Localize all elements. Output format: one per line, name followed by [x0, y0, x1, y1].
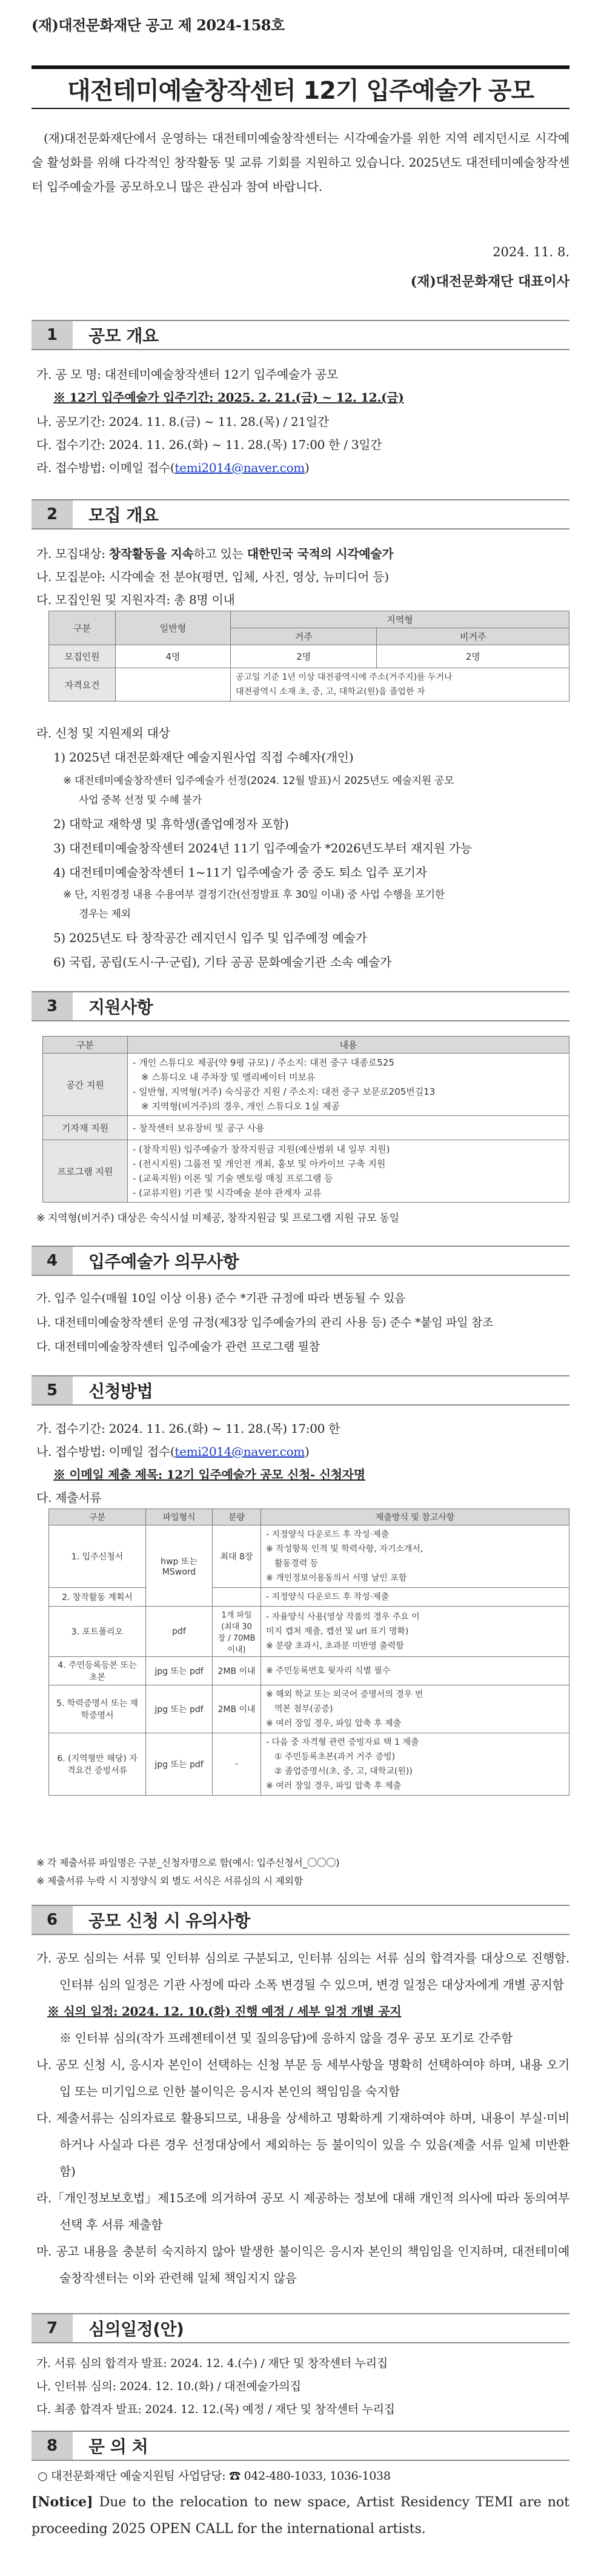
th-notes: 제출방식 및 참고사항	[261, 1509, 569, 1525]
s6-item: 라.「개인정보보호법」제15조에 의거하여 공모 시 제공하는 정보에 대해 개인적 의사에 따라 동의여부 선택 후 서류 제출함	[36, 2191, 569, 2232]
exclusion-note: 경우는 제외	[79, 908, 131, 920]
qualification-line: 공고일 기준 1년 이상 대전광역시에 주소(거주지)를 두거나	[236, 672, 453, 682]
section-number: 2	[32, 500, 73, 528]
doc-format: hwp 또는 MSword	[146, 1525, 213, 1607]
th-nonresident: 비거주	[377, 628, 569, 645]
doc-format: jpg 또는 pdf	[146, 1733, 213, 1796]
doc-notes	[261, 1685, 569, 1733]
equipment-support-cell: - 창작센터 보유장비 및 공구 사용	[128, 1116, 569, 1140]
doc-format: jpg 또는 pdf	[146, 1685, 213, 1733]
exclusion-note: ※ 대전테미예술창작센터 입주예술가 선정(2024. 12월 발표)시 2025년도 예술지원 공모	[63, 775, 454, 787]
support-line: - (교육지원) 이론 및 기술 멘토링 매칭 프로그램 등	[133, 1173, 333, 1184]
support-line: - (교류지원) 기관 및 시각예술 분야 관계자 교류	[133, 1187, 322, 1198]
issuer: (재)대전문화재단 대표이사	[410, 274, 569, 290]
s6-item: 나. 공모 신청 시, 응시자 본인이 선택하는 신청 부문 등 세부사항을 명확히 선택하여야 하며, 내용 오기입 또는 미기입으로 인한 불이익은 응시자 본인의 책임임을 숙지함	[36, 2057, 569, 2099]
schedule-item: 다. 최종 합격자 발표: 2024. 12. 12.(목) 예정 / 재단 및 창작센터 누리집	[36, 2403, 395, 2416]
s2-count: 다. 모집인원 및 지원자격: 총 8명 이내	[36, 593, 235, 607]
schedule-item: 나. 인터뷰 심의: 2024. 12. 10.(화) / 대전예술가의집	[36, 2380, 301, 2393]
s1-method-close: )	[304, 460, 310, 475]
doc-kind: 2. 창작활동 계획서	[49, 1588, 146, 1607]
section-number: 1	[32, 321, 73, 349]
documents-table	[48, 1509, 569, 1796]
section-number: 8	[32, 2432, 73, 2460]
s5-period: 가. 접수기간: 2024. 11. 26.(화) ~ 11. 28.(목) 17:00 한	[36, 1421, 340, 1436]
section-number: 3	[32, 992, 73, 1020]
doc-note-line: ※ 작성항목 인적 및 학력사항, 자기소개서,	[266, 1544, 423, 1554]
s1-period: 나. 공모기간: 2024. 11. 8.(금) ~ 11. 28.(목) / 21일간	[36, 414, 329, 429]
space-support-cell	[128, 1054, 569, 1116]
support-line: - (전시지원) 그룹전 및 개인전 개최, 홍보 및 아카이브 구축 지원	[133, 1158, 386, 1169]
s5-documents: 다. 제출서류	[36, 1490, 102, 1505]
exclusion-item: 3) 대전테미예술창작센터 2024년 11기 입주예술가 *2026년도부터 재지원 가능	[53, 841, 472, 855]
english-notice	[32, 2489, 569, 2543]
th-region: 지역형	[231, 611, 569, 628]
row-label: 자격요건	[49, 668, 116, 702]
doc-note-line: 활동경력 등	[274, 1559, 319, 1569]
s5-note: ※ 각 제출서류 파일명은 구분_신청자명으로 함(예시: 입주신청서_〇〇〇)	[36, 1857, 340, 1868]
doc-quantity	[213, 1588, 261, 1607]
doc-note-line: ① 주민등록초본(과거 거주 증빙)	[274, 1752, 396, 1762]
exclusion-item: 1) 2025년 대전문화재단 예술지원사업 직접 수혜자(개인)	[53, 750, 354, 765]
exclusion-item: 6) 국립, 공립(도시·구·군립), 기타 공공 문화예술기관 소속 예술가	[53, 955, 392, 969]
section-3-header	[32, 991, 569, 1021]
support-line: - (창작지원) 입주예술가 창작지원금 지원(예산범위 내 일부 지원)	[133, 1144, 390, 1155]
support-line: - 개인 스튜디오 제공(약 9평 규모) / 주소지: 대전 중구 대종로525	[133, 1057, 394, 1068]
section-title: 모집 개요	[88, 505, 159, 525]
duty-item: 가. 입주 일수(매월 10일 이상 이용) 준수 *기관 규정에 따라 변동될 수 있음	[36, 1292, 406, 1305]
cell-empty	[116, 668, 231, 702]
th-quantity: 분량	[213, 1509, 261, 1525]
duty-item: 나. 대전테미예술창작센터 운영 규정(제3장 입주예술가의 관리 사용 등) 준수 *붙임 파일 참조	[36, 1316, 494, 1329]
s6-schedule-note: ※ 심의 일정: 2024. 12. 10.(화) 진행 예정 / 세부 일정 개별 공지	[47, 2004, 402, 2019]
exclusion-item: 4) 대전테미예술창작센터 1~11기 입주예술가 중 중도 퇴소 입주 포기자	[53, 865, 427, 880]
support-line: ※ 지역형(비거주)의 경우, 개인 스튜디오 1실 제공	[141, 1101, 340, 1112]
row-label: 모집인원	[49, 645, 116, 668]
email-link[interactable]: temi2014@naver.com	[174, 460, 305, 475]
intro-paragraph: (재)대전문화재단에서 운영하는 대전테미예술창작센터는 시각예술가를 위한 지역 레지던시로 시각예술 활성화를 위해 다각적인 창작활동 및 교류 기회를 지원하고 있습니다. 2025년도 대전테미예술창작센터 입주예술가를 공모하오니 많은 관심과 참여 바랍니다.	[32, 131, 569, 194]
section-number: 6	[32, 1906, 73, 1934]
s1-method	[36, 458, 310, 476]
doc-note-line: - 지정양식 다운로드 후 작성·제출	[266, 1592, 390, 1602]
th-kind: 구분	[43, 1037, 128, 1054]
s6-interview-note: ※ 인터뷰 심의(작가 프레젠테이션 및 질의응답)에 응하지 않을 경우 공모 포기로 간주함	[59, 2031, 513, 2045]
doc-quantity: 2MB 이내	[213, 1657, 261, 1685]
exclusion-note: ※ 단, 지원경정 내용 수용여부 결정기간(선정발표 후 30일 이내) 중 사업 수행을 포기한	[63, 889, 445, 901]
duty-item: 다. 대전테미예술창작센터 입주예술가 관련 프로그램 필참	[36, 1340, 320, 1353]
doc-format: pdf	[146, 1607, 213, 1657]
row-label: 기자재 지원	[43, 1116, 128, 1140]
th-kind: 구분	[49, 1509, 146, 1525]
s2-target-mid: 하고 있는	[193, 546, 247, 561]
s2-exclusion: 라. 신청 및 지원제외 대상	[36, 726, 170, 740]
s5-email-subject: ※ 이메일 제출 제목: 12기 입주예술가 공모 신청- 신청자명	[53, 1467, 365, 1482]
support-line: ※ 스튜디오 내 주차장 및 엘리베이터 미보유	[141, 1072, 316, 1083]
s2-target-b1: 창작활동을 지속	[108, 546, 194, 561]
s2-target-b2: 대한민국 국적의 시각예술가	[247, 546, 394, 561]
doc-note-line: ※ 해외 학교 또는 외국어 증명서의 경우 번	[266, 1690, 423, 1699]
doc-notes	[261, 1607, 569, 1657]
th-content: 내용	[128, 1037, 569, 1054]
section-number: 4	[32, 1247, 73, 1275]
section-title: 신청방법	[88, 1381, 153, 1401]
doc-note-line: ※ 개인정보이용동의서 서명 날인 포함	[266, 1573, 407, 1583]
cell-qualification	[231, 668, 569, 702]
th-format: 파일형식	[146, 1509, 213, 1525]
cell-general: 4명	[116, 645, 231, 668]
doc-note-line: - 자율양식 사용(영상 작품의 경우 주요 이	[266, 1612, 420, 1622]
cell-nonresident: 2명	[377, 645, 569, 668]
doc-quantity: 2MB 이내	[213, 1685, 261, 1733]
s1-method-label: 라. 접수방법: 이메일 접수(	[36, 460, 175, 475]
doc-kind: 5. 학력증명서 또는 재학증명서	[49, 1685, 146, 1733]
doc-note-line: ※ 주민등록번호 뒷자리 식별 필수	[266, 1666, 391, 1676]
section-5-header	[32, 1375, 569, 1406]
doc-note-line: - 다음 중 자격형 관련 증빙자료 택 1 제출	[266, 1738, 419, 1747]
s5-note: ※ 제출서류 누락 시 지정양식 외 별도 서식은 서류심의 시 제외함	[36, 1875, 303, 1887]
contact-line: ○ 대전문화재단 예술지원팀 사업담당: ☎ 042-480-1033, 1036-1038	[38, 2469, 391, 2483]
qualification-line: 대전광역시 소재 초, 중, 고, 대학교(원)을 졸업한 자	[236, 687, 425, 697]
s2-target	[36, 544, 393, 562]
s5-method	[36, 1442, 310, 1459]
exclusion-item: 2) 대학교 재학생 및 휴학생(졸업예정자 포함)	[53, 817, 289, 831]
recruit-table	[48, 611, 569, 702]
page-title: 대전테미예술창작센터 12기 입주예술가 공모	[67, 76, 534, 105]
notice-label: [Notice]	[32, 2494, 93, 2510]
doc-notes	[261, 1657, 569, 1685]
support-table	[42, 1036, 569, 1203]
section-number: 7	[32, 2314, 73, 2342]
section-title: 지원사항	[88, 997, 153, 1017]
section-number: 5	[32, 1376, 73, 1404]
s1-receipt-period: 다. 접수기간: 2024. 11. 26.(화) ~ 11. 28.(목) 17:00 한 / 3일간	[36, 437, 382, 452]
section-8-header	[32, 2431, 569, 2461]
doc-quantity: -	[213, 1733, 261, 1796]
s5-method-close: )	[304, 1444, 310, 1459]
notice-number: (재)대전문화재단 공고 제 2024-158호	[32, 16, 285, 34]
section-title: 공모 신청 시 유의사항	[88, 1911, 250, 1931]
doc-notes	[261, 1525, 569, 1588]
program-support-cell	[128, 1140, 569, 1203]
section-title: 입주예술가 의무사항	[88, 1252, 239, 1272]
exclusion-note: 사업 중복 선정 및 수혜 불가	[79, 794, 202, 806]
section-1-header	[32, 320, 569, 350]
doc-note-line: ② 졸업증명서(초, 중, 고, 대학교(원))	[274, 1767, 413, 1776]
s6-item: 다. 제출서류는 심의자료로 활용되므로, 내용을 상세하고 명확하게 기재하여야 하며, 내용이 부실·미비하거나 사실과 다른 경우 선정대상에서 제외하는 등 불이익이 있을 수 있음(제출 서류 일체 미반환함)	[36, 2111, 569, 2179]
doc-note-line: 미지 캡처 제출, 캡션 및 url 표기 명확)	[266, 1627, 409, 1636]
s3-note: ※ 지역형(비거주) 대상은 숙식시설 미제공, 창작지원금 및 프로그램 지원 규모 동일	[36, 1212, 399, 1224]
s2-field: 나. 모집분야: 시각예술 전 분야(평면, 입체, 사진, 영상, 뉴미디어 등)	[36, 569, 389, 584]
section-7-header	[32, 2313, 569, 2343]
doc-note-line: ※ 여러 장일 경우, 파일 압축 후 제출	[266, 1719, 402, 1728]
doc-note-line: - 지정양식 다운로드 후 작성·제출	[266, 1530, 390, 1539]
doc-note-line: ※ 여러 장일 경우, 파일 압축 후 제출	[266, 1781, 402, 1791]
th-resident: 거주	[231, 628, 377, 645]
s1-residency-period: ※ 12기 입주예술가 입주기간: 2025. 2. 21.(금) ~ 12. 12.(금)	[53, 390, 404, 405]
doc-kind: 4. 주민등록등본 또는 초본	[49, 1657, 146, 1685]
doc-format: jpg 또는 pdf	[146, 1657, 213, 1685]
doc-note-line: ※ 분량 초과시, 초과분 미반영 출력함	[266, 1641, 404, 1651]
s6-item: 가. 공모 심의는 서류 및 인터뷰 심의로 구분되고, 인터뷰 심의는 서류 심의 합격자를 대상으로 진행함. 인터뷰 심의 일정은 기관 사정에 따라 소폭 변경될 수 있으며, 변경 일정은 대상자에게 개별 공지함	[36, 1951, 569, 1992]
th-general: 일반형	[116, 611, 231, 645]
section-title: 심의일정(안)	[88, 2319, 184, 2339]
s6-notes	[36, 1945, 569, 2291]
section-title: 공모 개요	[88, 326, 159, 346]
section-6-header	[32, 1905, 569, 1935]
doc-kind: 1. 입주신청서	[49, 1525, 146, 1588]
schedule-item: 가. 서류 심의 합격자 발표: 2024. 12. 4.(수) / 재단 및 창작센터 누리집	[36, 2357, 388, 2370]
email-link[interactable]: temi2014@naver.com	[174, 1444, 305, 1459]
section-2-header	[32, 499, 569, 529]
cell-resident: 2명	[231, 645, 377, 668]
notice-date: 2024. 11. 8.	[493, 245, 569, 259]
row-label: 프로그램 지원	[43, 1140, 128, 1203]
s5-method-label: 나. 접수방법: 이메일 접수(	[36, 1444, 175, 1459]
doc-notes	[261, 1733, 569, 1796]
exclusion-item: 5) 2025년도 타 창작공간 레지던시 입주 및 입주예정 예술가	[53, 931, 367, 945]
doc-notes	[261, 1588, 569, 1607]
title-box	[32, 65, 569, 109]
doc-note-line: 역본 첨부(공증)	[274, 1704, 333, 1714]
s6-item: 마. 공고 내용을 충분히 숙지하지 않아 발생한 불이익은 응시자 본인의 책임임을 인지하며, 대전테미예술창작센터는 이와 관련해 일체 책임지지 않음	[36, 2244, 569, 2285]
doc-kind: 6. (지역형만 해당) 자격요건 증빙서류	[49, 1733, 146, 1796]
notice-text: Due to the relocation to new space, Artist Residency TEMI are not proceeding 2025 OPEN CALL for the international artists.	[32, 2495, 569, 2537]
doc-quantity: 최대 8장	[213, 1525, 261, 1588]
doc-kind: 3. 포트폴리오	[49, 1607, 146, 1657]
support-line: - 일반형, 지역형(거주) 숙식공간 지원 / 주소지: 대전 중구 보문로205번길13	[133, 1086, 436, 1097]
doc-quantity: 1개 파일 (최대 30장 / 70MB 이내)	[213, 1607, 261, 1657]
th-kind: 구분	[49, 611, 116, 645]
section-4-header	[32, 1246, 569, 1276]
section-title: 문 의 처	[88, 2437, 148, 2457]
row-label: 공간 지원	[43, 1054, 128, 1116]
s2-target-label: 가. 모집대상:	[36, 546, 109, 561]
s1-name: 가. 공 모 명: 대전테미예술창작센터 12기 입주예술가 공모	[36, 367, 339, 382]
